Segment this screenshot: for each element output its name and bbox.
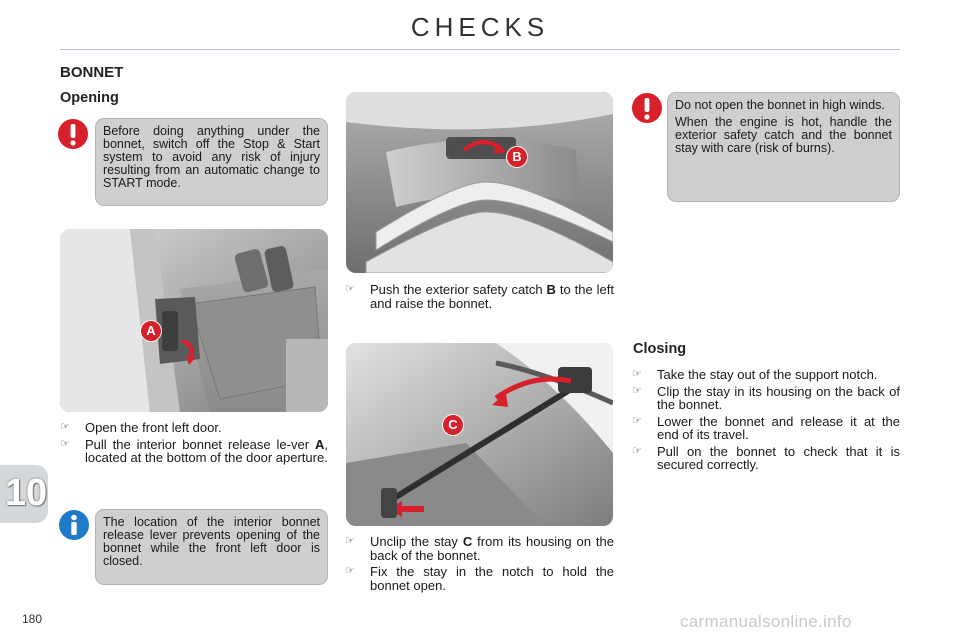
opening-heading: Opening <box>60 90 119 106</box>
pointing-hand-icon: ☞ <box>632 444 642 457</box>
pointing-hand-icon: ☞ <box>345 283 355 295</box>
warning-note-right <box>667 92 900 202</box>
opening-steps <box>60 421 328 468</box>
list-item: ☞ Take the stay out of the support notch. <box>632 367 878 382</box>
pointing-hand-icon: ☞ <box>345 565 355 577</box>
header-divider <box>60 49 900 50</box>
callout-a: A <box>140 320 162 342</box>
list-item: ☞ Push the exterior safety catch B to the left and raise the bonnet. <box>345 282 614 311</box>
interior-release-photo <box>60 229 328 412</box>
pointing-hand-icon: ☞ <box>60 437 70 450</box>
list-item: ☞ Pull on the bonnet to check that it is secured correctly. <box>632 443 900 472</box>
info-icon <box>58 509 90 546</box>
callout-c: C <box>442 414 464 436</box>
safety-catch-steps <box>345 283 614 313</box>
list-item: ☞ Open the front left door. <box>60 420 222 435</box>
callout-b: B <box>506 146 528 168</box>
pointing-hand-icon: ☞ <box>345 535 355 547</box>
warning-note-text: Before doing anything under the bonnet, switch off the Stop & Start system to avoid any risk of injury resulting from an automatic change to START mode. <box>103 124 320 190</box>
bonnet-stay-photo <box>346 343 613 526</box>
pointing-hand-icon: ☞ <box>632 414 642 427</box>
warning-paragraph: Do not open the bonnet in high winds. <box>675 98 885 112</box>
pointing-hand-icon: ☞ <box>632 368 642 380</box>
list-item: ☞ Clip the stay in its housing on the back of the bonnet. <box>632 383 900 412</box>
list-item: ☞ Fix the stay in the notch to hold the bonnet open. <box>345 564 614 593</box>
list-item: ☞ Lower the bonnet and release it at the end of its travel. <box>632 413 900 442</box>
warning-note <box>95 118 328 206</box>
closing-steps <box>632 368 900 475</box>
pointing-hand-icon: ☞ <box>632 384 642 397</box>
safety-catch-photo <box>346 92 613 273</box>
watermark: carmanualsonline.info <box>680 612 852 631</box>
warning-paragraph: When the engine is hot, handle the exterior safety catch and the bonnet stay with care (risk of burns). <box>675 115 892 155</box>
warning-icon <box>631 92 663 129</box>
section-title: BONNET <box>60 64 124 81</box>
closing-heading: Closing <box>633 341 687 357</box>
list-item: ☞ Unclip the stay C from its housing on the back of the bonnet. <box>345 534 614 563</box>
page-number: 180 <box>22 612 43 626</box>
info-note-text: The location of the interior bonnet release lever prevents opening of the bonnet while the front left door is closed. <box>103 515 320 568</box>
page-header-title: CHECKS <box>410 12 550 42</box>
list-item: ☞ Pull the interior bonnet release le-ver A, located at the bottom of the door aperture. <box>60 436 328 465</box>
warning-icon <box>57 118 89 155</box>
chapter-number: 10 <box>4 472 48 514</box>
info-note <box>95 509 328 585</box>
pointing-hand-icon: ☞ <box>60 421 70 433</box>
stay-steps <box>345 535 614 595</box>
